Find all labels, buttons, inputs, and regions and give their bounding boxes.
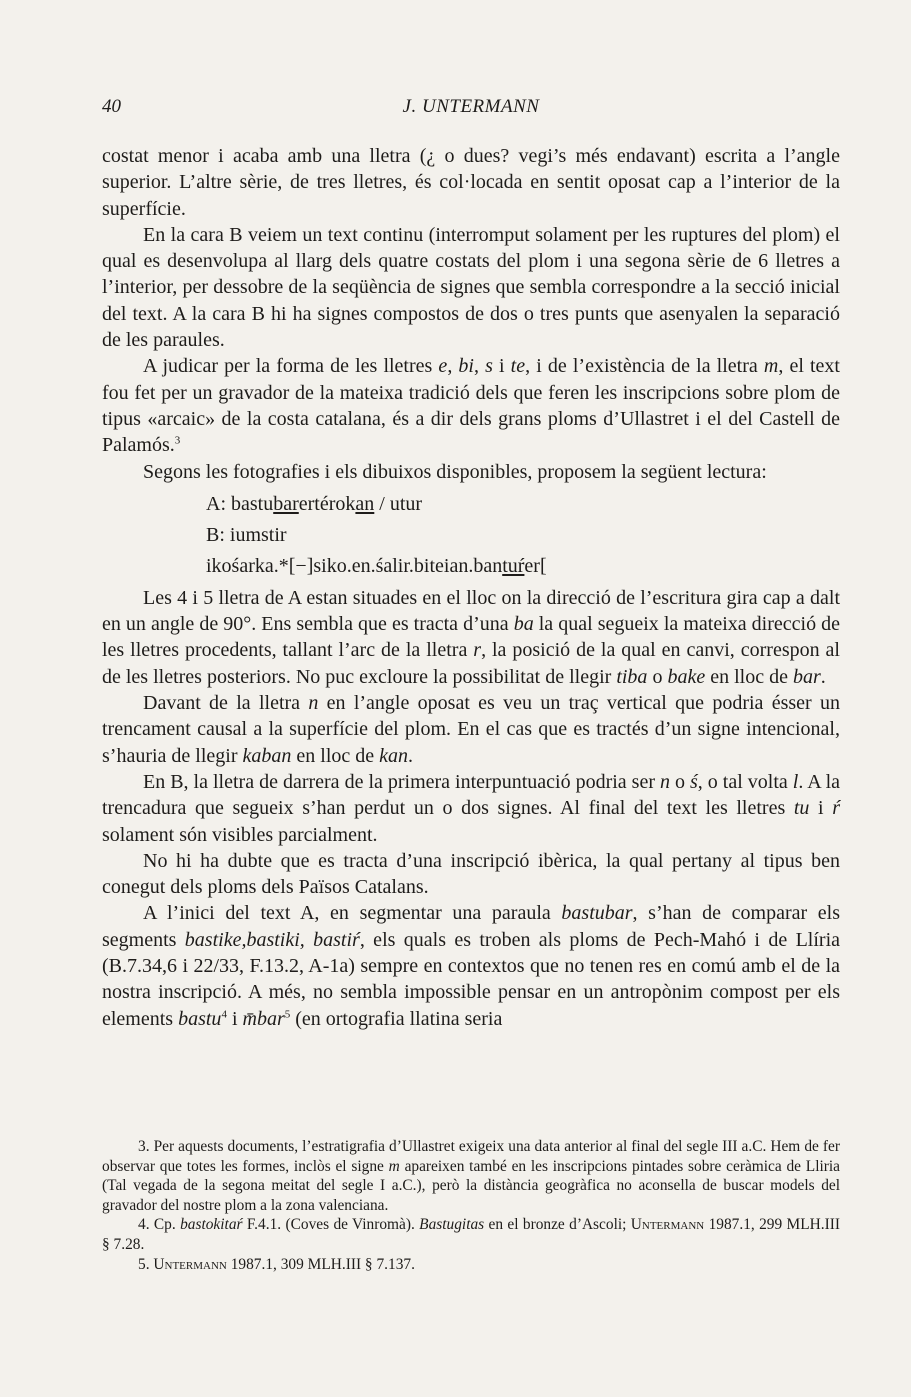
paragraph-6 <box>102 690 840 769</box>
italic-letter: ŕ <box>832 797 841 820</box>
footnote-5 <box>102 1255 840 1275</box>
text-run: 1987.1, 309 MLH.III § 7.137. <box>226 1255 415 1273</box>
italic-term: bastubar <box>561 902 633 925</box>
text-run: solament són visibles parcialment. <box>102 823 378 846</box>
italic-term: bastu <box>178 1007 222 1030</box>
italic-term: bake <box>667 665 706 688</box>
text-run: , els quals es troben als ploms de Pech-Mahó i de Llíria (B.7.34,6 i 22/33, F.13.2, A-1a) sempre en contextos que no tenen res en comú amb el de la nostra inscripció. A més, no sembla impossible pensar en un antropònim compost per els elements <box>102 928 841 1030</box>
author-name: Untermann <box>630 1216 705 1234</box>
text-run: en el bronze d’Ascoli; <box>484 1216 631 1234</box>
italic-term: bar <box>792 665 821 688</box>
text-run: i <box>492 355 511 378</box>
paragraph-9 <box>102 900 840 1031</box>
underlined-text: bar <box>273 492 299 515</box>
footnote-number: 3. <box>138 1138 150 1155</box>
text-run: . <box>408 744 414 767</box>
main-text <box>102 143 840 1032</box>
italic-letter: s <box>485 355 493 378</box>
italic-term: tiba <box>616 665 648 688</box>
text-run: En B, la lletra de darrera de la primera interpuntuació podria ser <box>143 770 660 793</box>
text-run: i <box>226 1007 243 1030</box>
italic-term: m̄bar <box>242 1007 285 1030</box>
paragraph-1: costat menor i acaba amb una lletra (¿ o dues? vegi’s més endavant) escrita a l’angle superior. L’altre sèrie, de tres lletres, és col·locada en sentit oposat cap a l’interior de la superfície. <box>102 145 840 220</box>
text-run: , o tal volta <box>697 770 793 793</box>
text-run: F.4.1. (Coves de Vinromà). <box>242 1216 420 1234</box>
footnote-ref-4: 4 <box>221 1007 227 1020</box>
footnote-3 <box>102 1137 840 1215</box>
text-run: Les 4 i 5 lletra de A estan situades en el lloc on la direcció de l’escritura gira cap a dalt en un angle de 90°. Ens sembla que es tracta d’una <box>102 586 840 636</box>
text-run: , la posició de la qual en canvi, correspon al de les lletres posteriors. No puc excloure la possibilitat de llegir <box>102 639 840 688</box>
text-run: . <box>820 665 826 688</box>
text-run: en lloc de <box>291 744 380 767</box>
page-header <box>102 96 840 122</box>
footnotes <box>102 1137 840 1274</box>
footnote-ref-5: 5 <box>284 1007 291 1020</box>
text-run: o <box>670 770 690 793</box>
text-run: en l’angle oposat es veu un traç vertical que podria ésser un trencament causal a la superfície del plom. En el cas que es tractés d’un signe intencional, s’hauria de llegir <box>102 692 840 767</box>
italic-letter: e <box>438 355 448 378</box>
text-run: Cp. <box>149 1216 181 1234</box>
text-run: , el text fou fet per un gravador de la mateixa tradició dels que feren les inscripcions sobre plom de tipus «arcaic» de la costa catalana, és a dir dels grans ploms d’Ullastret i el del Castell de Palamós. <box>102 355 840 457</box>
italic-term: bastokitaŕ <box>180 1216 243 1234</box>
italic-term: Bastugitas <box>419 1216 485 1234</box>
underlined-text: tuŕ <box>502 554 525 577</box>
italic-letter: l <box>792 770 799 793</box>
italic-letter: n <box>308 692 319 715</box>
italic-term: ba <box>513 613 534 636</box>
footnote-number: 4. <box>138 1216 150 1234</box>
italic-letter: ś <box>690 770 698 793</box>
text-run: 1987.1, 299 MLH.III § 7.28. <box>102 1216 840 1253</box>
reading-block <box>102 489 840 582</box>
running-head: J. UNTERMANN <box>402 96 540 117</box>
text-run: , i de l’existència de la lletra <box>525 355 764 378</box>
paragraph-4: Segons les fotografies i els dibuixos disponibles, proposem la següent lectura: <box>143 460 767 483</box>
italic-term: kaban <box>242 744 292 767</box>
text-run: , s’han de comparar els segments <box>102 902 841 951</box>
italic-letter: m <box>388 1157 400 1175</box>
paragraph-2: En la cara B veiem un text continu (interromput solament per les ruptures del plom) el qual es desenvolupa al llarg dels quatre costats del plom i una segona sèrie de 6 lletres a l’interior, per dessobre de la seqüència de signes que sembla correspondre a la secció inicial del text. A la cara B hi ha signes compostos de dos o tres punts que asenyalen la separació de les paraules. <box>102 223 840 352</box>
text-run: la qual segueix la mateixa direcció de les lletres procedents, tallant l’arc de la lletra <box>102 613 840 662</box>
paragraph-8: No hi ha dubte que es tracta d’una inscripció ibèrica, la qual pertany al tipus ben conegut dels ploms dels Països Catalans. <box>102 849 840 899</box>
text-run: er[ <box>524 554 547 577</box>
italic-letter: m <box>763 355 779 378</box>
text-run: . A la trencadura que segueix s’han perdut un o dos signes. Al final del text les lletres <box>102 770 841 820</box>
text-run: A judicar per la forma de les lletres <box>143 355 439 378</box>
reading-line-a <box>102 489 840 520</box>
text-run: apareixen també en les inscripcions pintades sobre ceràmica de Lliria (Tal vegada de la segona meitat del segle I a.C.), però la distància geogràfica no aconsella de buscar models del gravador del nostre plom a la zona valenciana. <box>102 1157 840 1214</box>
text-run: Davant de la lletra <box>143 692 309 715</box>
italic-letter: r <box>473 639 482 662</box>
text-run: Per aquests documents, l’estratigrafia d’Ullastret exigeix una data anterior al final del segle III a.C. Hem de fer observar que totes les formes, inclòs el signe <box>102 1138 840 1175</box>
underlined-text: an <box>355 492 375 515</box>
text-run: / utur <box>374 492 423 515</box>
text-run: , <box>447 355 459 378</box>
text-run: en lloc de <box>705 665 793 688</box>
paragraph-5 <box>102 585 840 690</box>
text-run: A l’inici del text A, en segmentar una paraula <box>143 902 562 925</box>
footnote-4 <box>102 1215 840 1254</box>
footnote-number: 5. <box>138 1255 150 1273</box>
footnote-ref-3: 3 <box>174 434 181 447</box>
italic-letter: bi <box>458 355 474 378</box>
italic-letter: n <box>660 770 670 793</box>
text-run: ertérok <box>298 492 356 515</box>
page-number: 40 <box>102 96 121 117</box>
text-run: i <box>809 797 833 820</box>
paragraph-7 <box>102 769 840 848</box>
italic-term: bastike,bastiki, bastiŕ <box>184 928 360 951</box>
italic-letter: te <box>510 355 526 378</box>
reading-line-b: B: iumstir <box>206 523 287 546</box>
text-run: ikośarka.*[−]siko.en.śalir.biteian.ban <box>206 554 503 577</box>
reading-line-c <box>102 551 840 582</box>
paragraph-3 <box>102 353 840 458</box>
text-run: (en ortografia llatina seria <box>290 1007 503 1030</box>
italic-term: kan <box>379 744 409 767</box>
author-name: Untermann <box>153 1255 227 1273</box>
italic-term: tu <box>793 797 810 820</box>
text-run: o <box>647 665 668 688</box>
text-run: A: bastu <box>206 492 274 515</box>
text-run: , <box>473 355 486 378</box>
